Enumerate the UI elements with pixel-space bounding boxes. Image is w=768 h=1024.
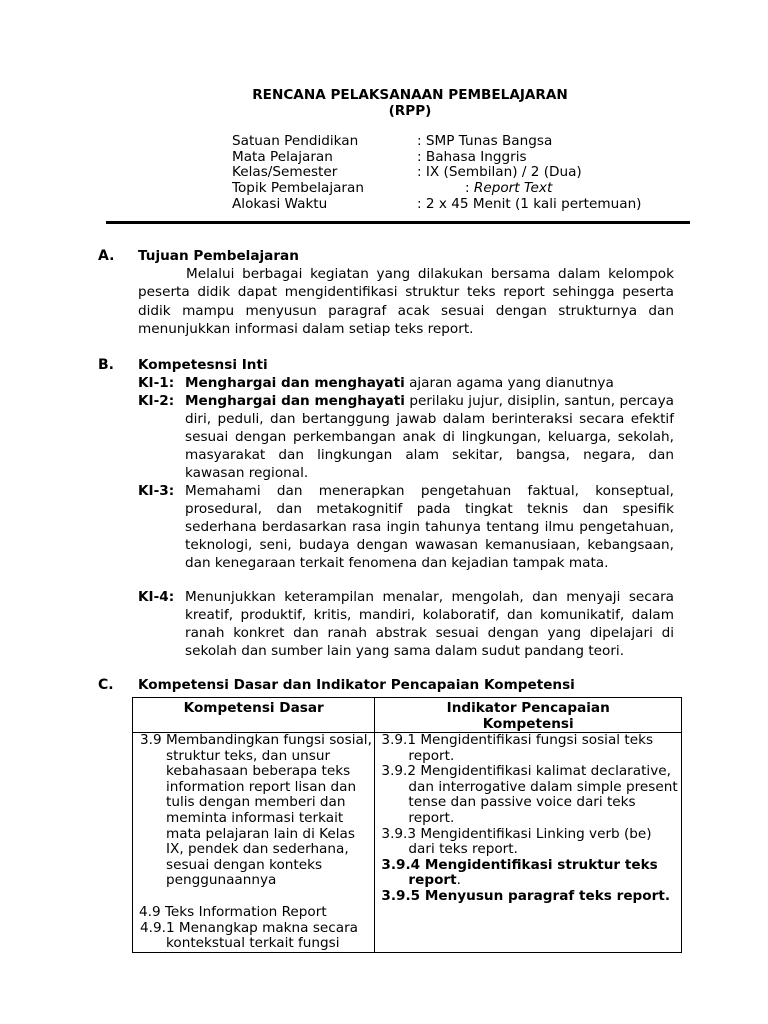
ki-label: KI-4:: [138, 589, 175, 605]
identity-label: Kelas/Semester: [232, 164, 338, 180]
ki-text: [185, 374, 674, 392]
competency-table: [132, 697, 682, 953]
ki-body: Menunjukkan keterampilan menalar, mengolah, dan menyaji secara kreatif, produktif, kritis, mandiri, kolaboratif, dan komunikatif, dalam ranah konkret dan ranah abstrak sesuai dengan yang dipelajari di sekolah dan sumber lain yang sama dalam sudut pandang teori.: [185, 589, 674, 660]
header-divider: [106, 221, 690, 224]
identity-topic: Report Text: [473, 180, 553, 196]
ki-bold: Menghargai dan menghayati: [185, 393, 405, 409]
ipk-item: 3.9.5 Menyusun paragraf teks report.: [381, 887, 670, 904]
identity-value: : Bahasa Inggris: [417, 149, 527, 165]
ki-body: perilaku jujur, disiplin, santun, percaya diri, peduli, dan bertanggung jawab dalam berinteraksi secara efektif sesuai dengan perkembangan anak di lingkungan, keluarga, sekolah, masyarakat dan lingkungan alam sekitar, bangsa, negara, dan kawasan regional.: [185, 393, 674, 482]
table-header-ipk: Indikator Pencapaian Kompetensi: [375, 698, 682, 733]
document-title: RENCANA PELAKSANAAN PEMBELAJARAN: [252, 87, 568, 103]
ki-label: KI-3:: [138, 483, 175, 499]
kd-item: 4.9 Teks Information Report: [139, 903, 327, 920]
ipk-item: 3.9.2 Mengidentifikasi kalimat declarative, dan interrogative dalam simple present tense dan passive voice dari teks report.: [381, 763, 678, 826]
identity-value: : SMP Tunas Bangsa: [417, 133, 553, 149]
kd-item: 4.9.1 Menangkap makna secara kontekstual terkait fungsi: [140, 919, 358, 952]
identity-label: Alokasi Waktu: [232, 196, 328, 212]
table-header-row: [133, 698, 682, 733]
ipk-item: 3.9.1 Mengidentifikasi fungsi sosial teks report.: [381, 732, 654, 764]
ki-text: [185, 482, 674, 572]
section-a-text: Melalui berbagai kegiatan yang dilakukan bersama dalam kelompok peserta didik dapat mengidentifikasi struktur teks report sehingga peserta didik mampu menyusun paragraf acak sesuai dengan strukturnya dan menunjukkan informasi dalam setiap teks report.: [138, 266, 674, 337]
ipk-bold: 3.9.4 Mengidentifikasi struktur teks report: [381, 856, 658, 889]
ki-text: [185, 588, 674, 660]
ki-body: Memahami dan menerapkan pengetahuan faktual, konseptual, prosedural, dan metakognitif pada tingkat teknis dan spesifik sederhana berdasarkan rasa ingin tahunya tentang ilmu pengetahuan, teknologi, seni, budaya dengan wawasan kemanusiaan, kebangsaan, dan kenegaraan terkait fenomena dan kejadian tampak mata.: [185, 483, 674, 572]
document-subtitle: (RPP): [388, 103, 432, 119]
kd-item: 3.9 Membandingkan fungsi sosial, struktur teks, dan unsur kebahasaan beberapa teks information report lisan dan tulis dengan memberi dan meminta informasi terkait mata pelajaran lain di Kelas IX, pendek dan sederhana, sesuai dengan konteks penggunaannya: [140, 732, 372, 889]
identity-value: : 2 x 45 Menit (1 kali pertemuan): [417, 196, 642, 212]
identity-value: [465, 180, 552, 196]
identity-value: : IX (Sembilan) / 2 (Dua): [417, 164, 582, 180]
identity-colon: :: [465, 180, 470, 196]
ipk-item: [375, 858, 681, 889]
kd-cell: [133, 733, 375, 953]
table-header-kd: Kompetensi Dasar: [133, 698, 375, 733]
ipk-suffix: .: [456, 872, 461, 889]
ki-label: KI-1:: [138, 375, 175, 391]
section-b-letter: B.: [98, 357, 114, 373]
section-c-title: Kompetensi Dasar dan Indikator Pencapaian Kompetensi: [138, 677, 575, 693]
table-row: [133, 733, 682, 953]
section-a-letter: A.: [98, 248, 115, 264]
identity-label: Mata Pelajaran: [232, 149, 333, 165]
section-a-title: Tujuan Pembelajaran: [138, 248, 299, 264]
section-b-title: Kompetesnsi Inti: [138, 357, 268, 373]
ki-bold: Menghargai dan menghayati: [185, 375, 405, 391]
section-c-letter: C.: [98, 677, 114, 693]
ki-body: ajaran agama yang dianutnya: [404, 375, 614, 391]
ipk-cell: [375, 733, 682, 953]
identity-label: Topik Pembelajaran: [232, 180, 364, 196]
ki-text: [185, 392, 674, 482]
ipk-item: 3.9.3 Mengidentifikasi Linking verb (be) dari teks report.: [381, 825, 652, 858]
identity-label: Satuan Pendidikan: [232, 133, 359, 149]
ki-label: KI-2:: [138, 393, 175, 409]
